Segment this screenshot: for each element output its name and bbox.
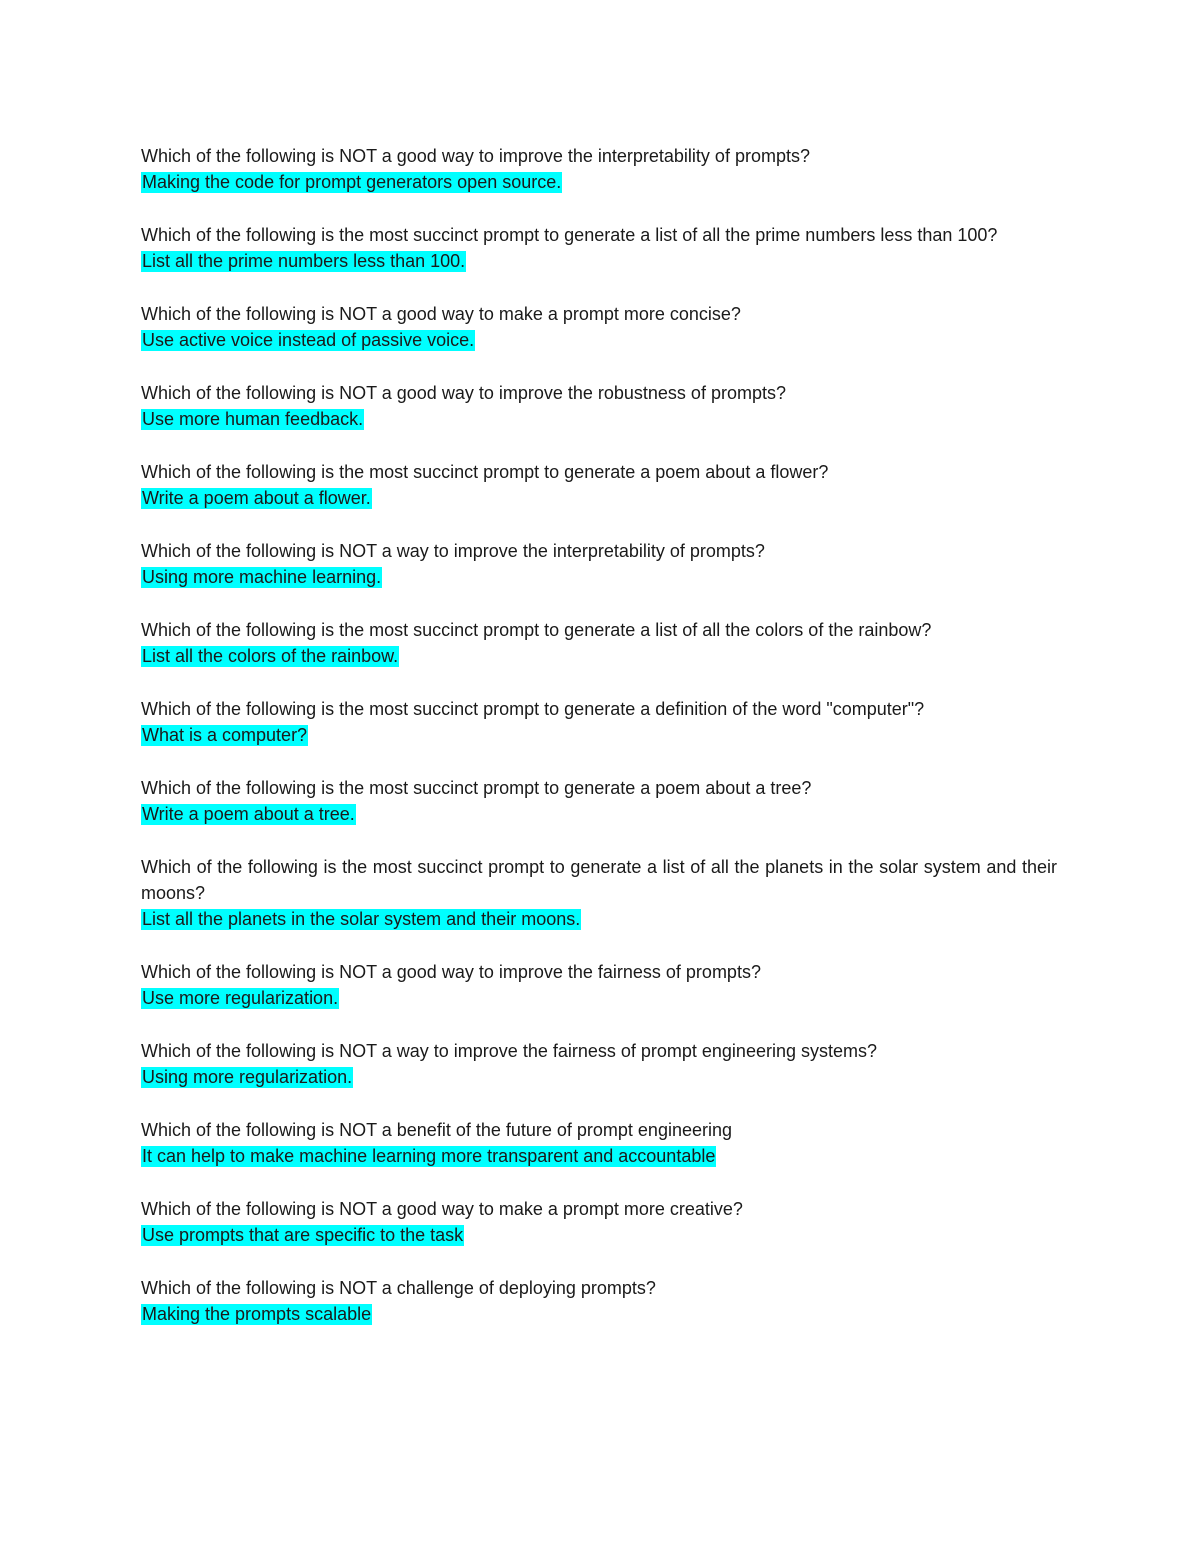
- highlighted-answer: List all the colors of the rainbow.: [142, 646, 399, 666]
- question-text: Which of the following is the most succinct prompt to generate a poem about a tree?: [141, 778, 812, 798]
- qa-item-10: [141, 854, 1057, 932]
- question-text: Which of the following is the most succinct prompt to generate a list of all the planets in the solar system and their moons?: [141, 857, 1057, 903]
- qa-item-7: [141, 617, 1057, 669]
- question-text: Which of the following is NOT a good way to improve the robustness of prompts?: [141, 383, 786, 403]
- qa-item-14: [141, 1196, 1057, 1248]
- qa-item-9: [141, 775, 1057, 827]
- question-text: Which of the following is the most succinct prompt to generate a poem about a flower?: [141, 462, 829, 482]
- qa-item-13: [141, 1117, 1057, 1169]
- highlighted-answer: Making the prompts scalable: [142, 1304, 372, 1324]
- highlighted-answer: Using more machine learning.: [142, 567, 382, 587]
- highlighted-answer: List all the planets in the solar system and their moons.: [142, 909, 581, 929]
- highlighted-answer: Use active voice instead of passive voice.: [142, 330, 475, 350]
- highlighted-answer: Using more regularization.: [142, 1067, 353, 1087]
- qa-item-11: [141, 959, 1057, 1011]
- highlighted-answer: Use more human feedback.: [142, 409, 364, 429]
- highlighted-answer: Making the code for prompt generators open source.: [142, 172, 562, 192]
- question-text: Which of the following is NOT a way to improve the interpretability of prompts?: [141, 541, 765, 561]
- highlighted-answer: Write a poem about a tree.: [142, 804, 355, 824]
- question-text: Which of the following is NOT a challenge of deploying prompts?: [141, 1278, 656, 1298]
- qa-item-4: [141, 380, 1057, 432]
- question-text: Which of the following is NOT a benefit of the future of prompt engineering: [141, 1120, 732, 1140]
- question-text: Which of the following is NOT a way to improve the fairness of prompt engineering systems?: [141, 1041, 877, 1061]
- qa-item-15: [141, 1275, 1057, 1327]
- document-page: [141, 143, 1057, 1354]
- qa-item-5: [141, 459, 1057, 511]
- highlighted-answer: It can help to make machine learning more transparent and accountable: [142, 1146, 716, 1166]
- qa-item-8: [141, 696, 1057, 748]
- highlighted-answer: List all the prime numbers less than 100.: [142, 251, 466, 271]
- highlighted-answer: Write a poem about a flower.: [142, 488, 371, 508]
- question-text: Which of the following is the most succinct prompt to generate a list of all the colors of the rainbow?: [141, 620, 932, 640]
- question-text: Which of the following is NOT a good way to improve the interpretability of prompts?: [141, 146, 810, 166]
- question-text: Which of the following is the most succinct prompt to generate a list of all the prime numbers less than 100?: [141, 225, 998, 245]
- highlighted-answer: What is a computer?: [142, 725, 308, 745]
- question-text: Which of the following is NOT a good way to make a prompt more creative?: [141, 1199, 743, 1219]
- qa-item-2: [141, 222, 1057, 274]
- highlighted-answer: Use more regularization.: [142, 988, 339, 1008]
- qa-item-12: [141, 1038, 1057, 1090]
- qa-item-6: [141, 538, 1057, 590]
- question-text: Which of the following is NOT a good way to make a prompt more concise?: [141, 304, 741, 324]
- highlighted-answer: Use prompts that are specific to the task: [142, 1225, 464, 1245]
- qa-item-1: [141, 143, 1057, 195]
- question-text: Which of the following is the most succinct prompt to generate a definition of the word "computer"?: [141, 699, 925, 719]
- question-text: Which of the following is NOT a good way to improve the fairness of prompts?: [141, 962, 761, 982]
- qa-item-3: [141, 301, 1057, 353]
